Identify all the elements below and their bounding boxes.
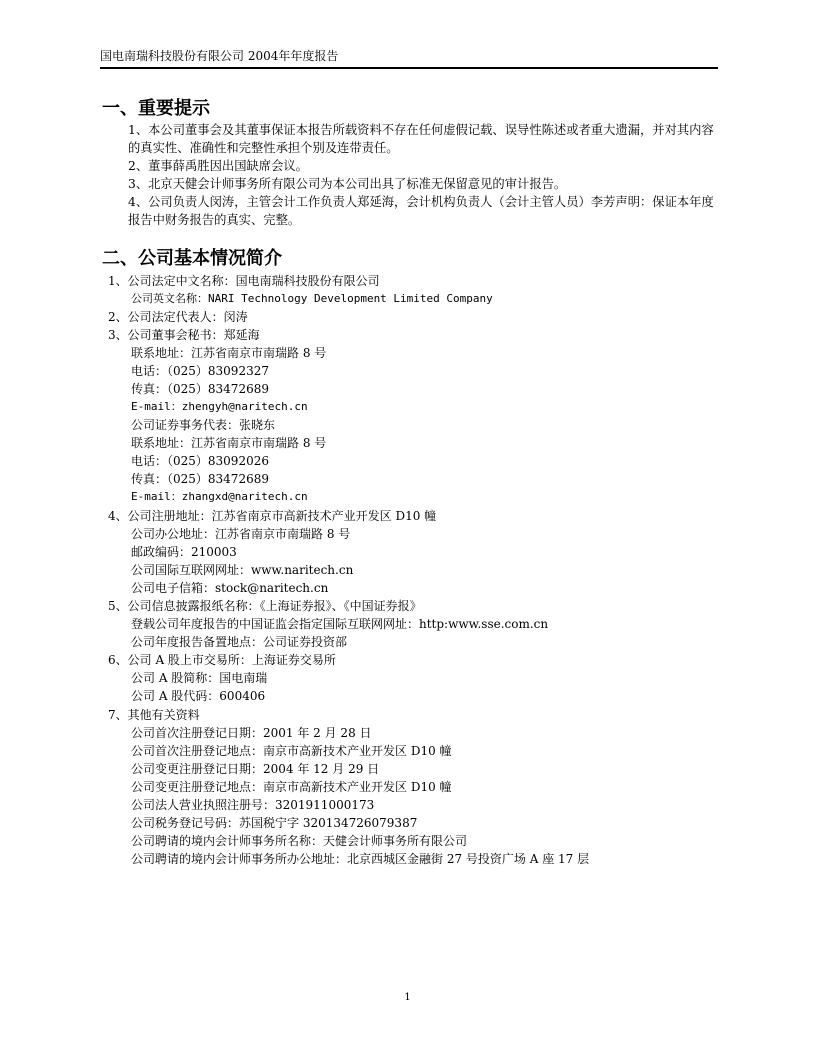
profile-line: 公司变更注册登记日期：2004 年 12 月 29 日 xyxy=(131,762,380,776)
profile-line: 5、公司信息披露报纸名称：《上海证券报》、《中国证券报》 xyxy=(108,599,422,613)
profile-line: 联系地址：江苏省南京市南瑞路 8 号 xyxy=(131,346,327,360)
page-header: 国电南瑞科技股份有限公司 2004年年度报告 xyxy=(100,48,718,69)
profile-line: 电话：（025）83092026 xyxy=(131,454,269,468)
notice-paragraph-4: 4、公司负责人闵涛，主管会计工作负责人郑延海，会计机构负责人（会计主管人员）李芳声明：保证本年度报告中财务报告的真实、完整。 xyxy=(128,195,714,228)
profile-line: 公司电子信箱：stock@naritech.cn xyxy=(131,581,329,595)
profile-line: 公司聘请的境内会计师事务所办公地址：北京西城区金融街 27 号投资广场 A 座 17 层 xyxy=(131,852,590,866)
notice-paragraph-1: 1、本公司董事会及其董事保证本报告所载资料不存在任何虚假记载、误导性陈述或者重大遗漏，并对其内容的真实性、准确性和完整性承担个别及连带责任。 xyxy=(128,123,714,156)
profile-line: 2、公司法定代表人：闵涛 xyxy=(108,310,248,324)
profile-line: 公司聘请的境内会计师事务所名称：天健会计师事务所有限公司 xyxy=(131,834,468,848)
profile-line: 电话：（025）83092327 xyxy=(131,364,269,378)
profile-line: 传真：（025）83472689 xyxy=(131,472,269,486)
profile-line: 公司首次注册登记地点：南京市高新技术产业开发区 D10 幢 xyxy=(131,744,452,758)
profile-line: 公司办公地址：江苏省南京市南瑞路 8 号 xyxy=(131,527,351,541)
profile-line: 公司法人营业执照注册号：3201911000173 xyxy=(131,798,375,812)
profile-line: 联系地址：江苏省南京市南瑞路 8 号 xyxy=(131,436,327,450)
notice-paragraph-3: 3、北京天健会计师事务所有限公司为本公司出具了标准无保留意见的审计报告。 xyxy=(128,177,567,191)
profile-line: 公司英文名称：NARI Technology Development Limited Company xyxy=(131,292,493,305)
section-title-company-profile: 二、公司基本情况简介 xyxy=(102,248,282,269)
page-number: 1 xyxy=(404,992,411,1003)
profile-line: 1、公司法定中文名称：国电南瑞科技股份有限公司 xyxy=(108,274,380,288)
profile-line: 公司税务登记号码：苏国税宁字 320134726079387 xyxy=(131,816,418,830)
profile-line: 公司 A 股代码：600406 xyxy=(131,689,266,703)
profile-line: 登载公司年度报告的中国证监会指定国际互联网网址：http:www.sse.com.cn xyxy=(131,617,549,631)
profile-line: 6、公司 A 股上市交易所：上海证券交易所 xyxy=(108,653,336,667)
profile-line: 公司 A 股简称：国电南瑞 xyxy=(131,671,268,685)
profile-line: 公司年度报告备置地点：公司证券投资部 xyxy=(131,635,348,649)
section-title-important-notice: 一、重要提示 xyxy=(102,98,210,119)
profile-line: E-mail：zhengyh@naritech.cn xyxy=(131,400,308,413)
profile-line: E-mail：zhangxd@naritech.cn xyxy=(131,490,308,503)
profile-line: 公司证券事务代表：张晓东 xyxy=(131,418,276,432)
profile-line: 传真：（025）83472689 xyxy=(131,382,269,396)
profile-line: 7、其他有关资料 xyxy=(108,708,200,722)
notice-paragraph-2: 2、董事薛禹胜因出国缺席会议。 xyxy=(128,159,308,173)
profile-line: 公司首次注册登记日期：2001 年 2 月 28 日 xyxy=(131,726,372,740)
profile-line: 公司变更注册登记地点：南京市高新技术产业开发区 D10 幢 xyxy=(131,780,452,794)
profile-line: 4、公司注册地址：江苏省南京市高新技术产业开发区 D10 幢 xyxy=(108,509,437,523)
profile-line: 3、公司董事会秘书：郑延海 xyxy=(108,328,260,342)
profile-line: 邮政编码：210003 xyxy=(131,545,237,559)
profile-line: 公司国际互联网网址：www.naritech.cn xyxy=(131,563,354,577)
